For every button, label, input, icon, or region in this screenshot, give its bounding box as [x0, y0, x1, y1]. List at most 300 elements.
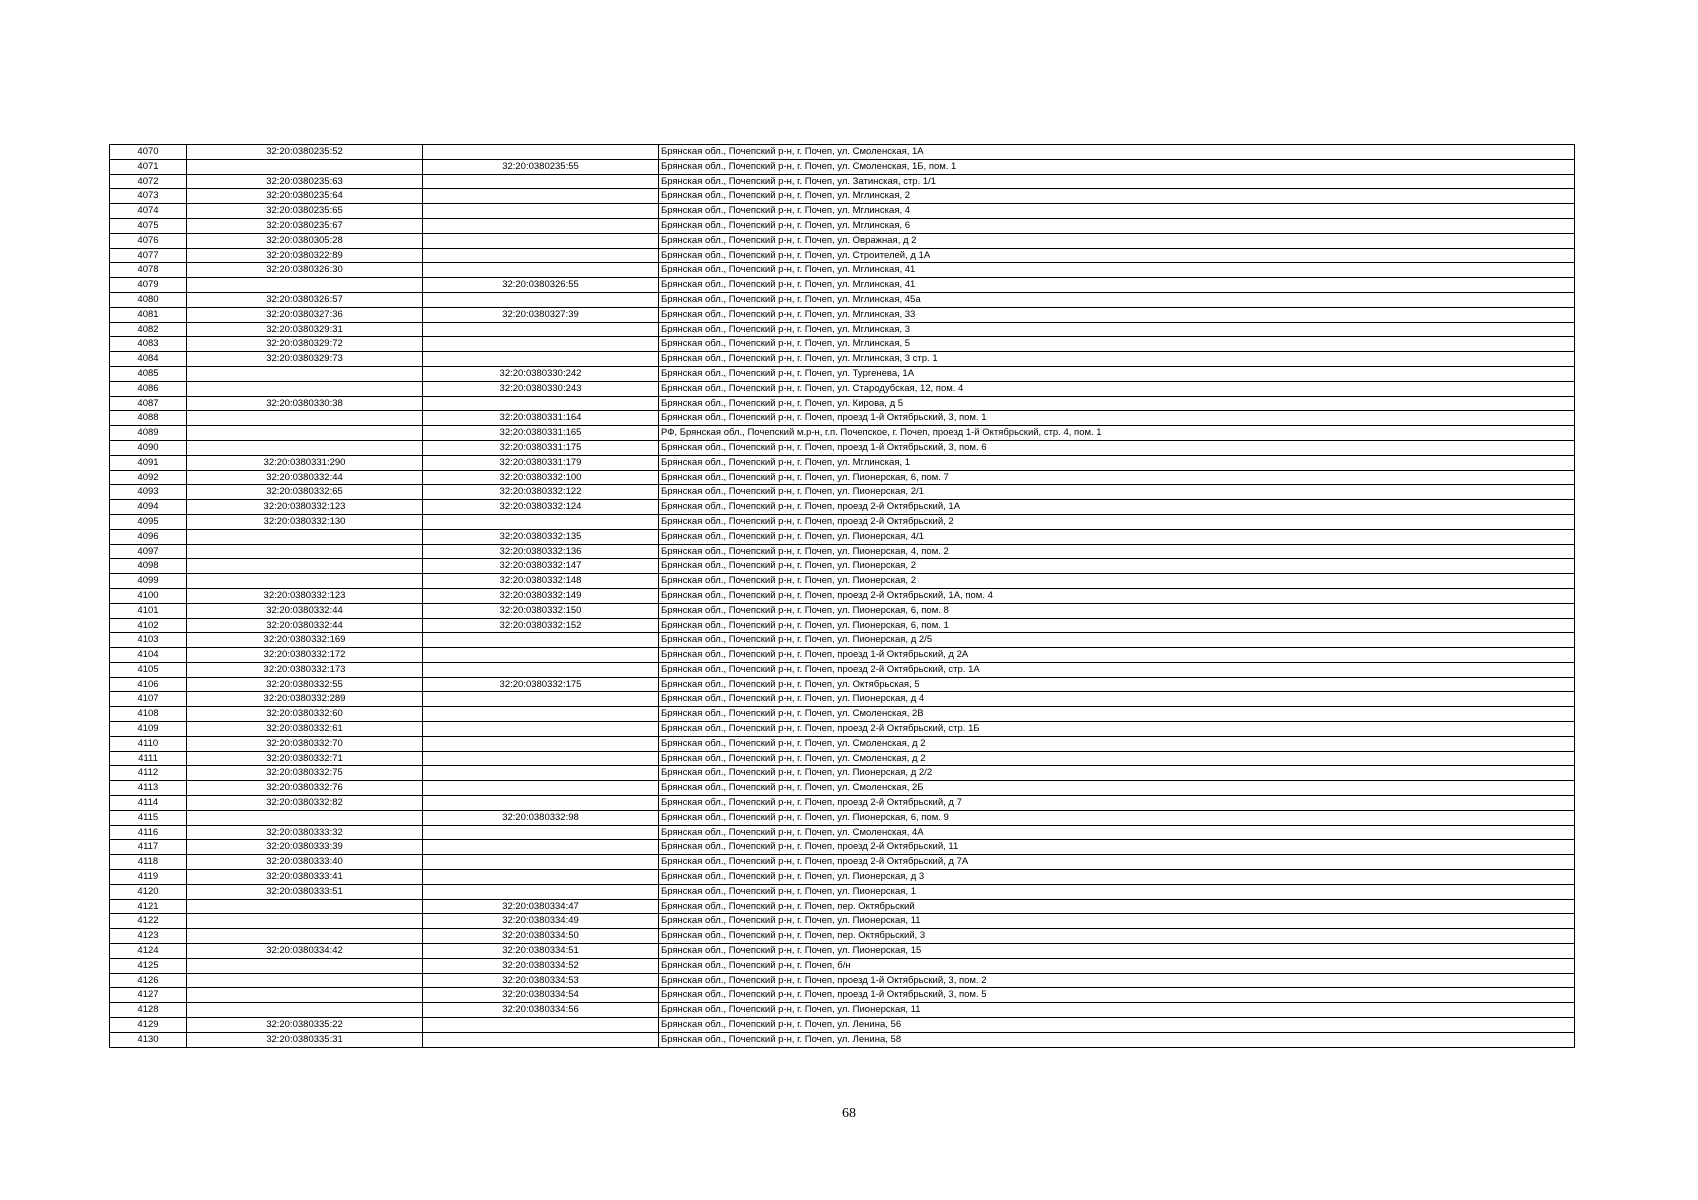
table-row: [110, 440, 1575, 455]
table-row: [110, 1003, 1575, 1018]
linked-cadastral-number-cell: [423, 352, 659, 367]
table-row: [110, 1032, 1575, 1047]
linked-cadastral-number-cell: [423, 840, 659, 855]
address-cell: Брянская обл., Почепский р-н, г. Почеп, ул. Смоленская, 2В: [659, 707, 1575, 722]
row-number-cell: 4086: [110, 381, 187, 396]
table-row: [110, 396, 1575, 411]
address-cell: Брянская обл., Почепский р-н, г. Почеп, ул. Овражная, д 2: [659, 233, 1575, 248]
row-number-cell: 4111: [110, 751, 187, 766]
row-number-cell: 4114: [110, 796, 187, 811]
linked-cadastral-number-cell: 32:20:0380327:39: [423, 307, 659, 322]
linked-cadastral-number-cell: 32:20:0380332:124: [423, 500, 659, 515]
row-number-cell: 4082: [110, 322, 187, 337]
table-row: [110, 233, 1575, 248]
row-number-cell: 4130: [110, 1032, 187, 1047]
row-number-cell: 4113: [110, 781, 187, 796]
table-row: [110, 870, 1575, 885]
table-row: [110, 337, 1575, 352]
address-cell: Брянская обл., Почепский р-н, г. Почеп, ул. Пионерская, 2/1: [659, 485, 1575, 500]
cadastral-number-cell: 32:20:0380235:63: [187, 174, 423, 189]
table-row: [110, 899, 1575, 914]
row-number-cell: 4128: [110, 1003, 187, 1018]
cadastral-number-cell: [187, 1003, 423, 1018]
linked-cadastral-number-cell: 32:20:0380331:164: [423, 411, 659, 426]
linked-cadastral-number-cell: 32:20:0380332:150: [423, 603, 659, 618]
address-cell: Брянская обл., Почепский р-н, г. Почеп, проезд 2-й Октябрьский, стр. 1А: [659, 662, 1575, 677]
row-number-cell: 4103: [110, 633, 187, 648]
address-cell: Брянская обл., Почепский р-н, г. Почеп, ул. Мглинская, 45а: [659, 292, 1575, 307]
table-row: [110, 810, 1575, 825]
table-row: [110, 455, 1575, 470]
table-row: [110, 292, 1575, 307]
table-row: [110, 263, 1575, 278]
cadastral-number-cell: [187, 411, 423, 426]
cadastral-number-cell: 32:20:0380332:82: [187, 796, 423, 811]
address-cell: Брянская обл., Почепский р-н, г. Почеп, проезд 2-й Октябрьский, д 7А: [659, 855, 1575, 870]
cadastral-number-cell: 32:20:0380335:31: [187, 1032, 423, 1047]
table-row: [110, 796, 1575, 811]
linked-cadastral-number-cell: [423, 1032, 659, 1047]
table-row: [110, 751, 1575, 766]
linked-cadastral-number-cell: 32:20:0380326:55: [423, 278, 659, 293]
table-row: [110, 278, 1575, 293]
address-cell: Брянская обл., Почепский р-н, г. Почеп, ул. Строителей, д 1А: [659, 248, 1575, 263]
cadastral-number-cell: [187, 278, 423, 293]
table-row: [110, 381, 1575, 396]
row-number-cell: 4110: [110, 736, 187, 751]
linked-cadastral-number-cell: [423, 248, 659, 263]
address-cell: Брянская обл., Почепский р-н, г. Почеп, ул. Пионерская, д 2/2: [659, 766, 1575, 781]
linked-cadastral-number-cell: 32:20:0380334:53: [423, 973, 659, 988]
cadastral-number-cell: [187, 426, 423, 441]
table-row: [110, 722, 1575, 737]
row-number-cell: 4117: [110, 840, 187, 855]
address-cell: Брянская обл., Почепский р-н, г. Почеп, ул. Затинская, стр. 1/1: [659, 174, 1575, 189]
cadastral-number-cell: 32:20:0380332:173: [187, 662, 423, 677]
address-cell: Брянская обл., Почепский р-н, г. Почеп, ул. Смоленская, 4А: [659, 825, 1575, 840]
row-number-cell: 4099: [110, 574, 187, 589]
table-row: [110, 973, 1575, 988]
cadastral-number-cell: [187, 988, 423, 1003]
cadastral-number-cell: 32:20:0380235:65: [187, 204, 423, 219]
table-row: [110, 944, 1575, 959]
row-number-cell: 4077: [110, 248, 187, 263]
table-row: [110, 248, 1575, 263]
address-cell: Брянская обл., Почепский р-н, г. Почеп, ул. Пионерская, 1: [659, 884, 1575, 899]
linked-cadastral-number-cell: 32:20:0380235:55: [423, 159, 659, 174]
address-cell: Брянская обл., Почепский р-н, г. Почеп, ул. Ленина, 58: [659, 1032, 1575, 1047]
row-number-cell: 4085: [110, 366, 187, 381]
row-number-cell: 4081: [110, 307, 187, 322]
linked-cadastral-number-cell: 32:20:0380332:148: [423, 574, 659, 589]
cadastral-number-cell: 32:20:0380330:38: [187, 396, 423, 411]
address-cell: Брянская обл., Почепский р-н, г. Почеп, проезд 1-й Октябрьский, 3, пом. 2: [659, 973, 1575, 988]
cadastral-number-cell: 32:20:0380235:52: [187, 145, 423, 160]
linked-cadastral-number-cell: 32:20:0380332:149: [423, 588, 659, 603]
linked-cadastral-number-cell: 32:20:0380331:175: [423, 440, 659, 455]
address-cell: Брянская обл., Почепский р-н, г. Почеп, ул. Смоленская, д 2: [659, 751, 1575, 766]
row-number-cell: 4088: [110, 411, 187, 426]
linked-cadastral-number-cell: 32:20:0380331:165: [423, 426, 659, 441]
table-row: [110, 884, 1575, 899]
cadastral-number-cell: 32:20:0380332:61: [187, 722, 423, 737]
cadastral-number-cell: 32:20:0380332:44: [187, 618, 423, 633]
row-number-cell: 4120: [110, 884, 187, 899]
table-row: [110, 559, 1575, 574]
linked-cadastral-number-cell: [423, 884, 659, 899]
table-row: [110, 618, 1575, 633]
row-number-cell: 4087: [110, 396, 187, 411]
cadastral-number-cell: 32:20:0380305:28: [187, 233, 423, 248]
row-number-cell: 4071: [110, 159, 187, 174]
row-number-cell: 4072: [110, 174, 187, 189]
linked-cadastral-number-cell: [423, 870, 659, 885]
linked-cadastral-number-cell: 32:20:0380330:243: [423, 381, 659, 396]
table-row: [110, 322, 1575, 337]
row-number-cell: 4107: [110, 692, 187, 707]
address-cell: Брянская обл., Почепский р-н, г. Почеп, ул. Пионерская, 2: [659, 574, 1575, 589]
row-number-cell: 4119: [110, 870, 187, 885]
row-number-cell: 4123: [110, 929, 187, 944]
linked-cadastral-number-cell: 32:20:0380332:135: [423, 529, 659, 544]
address-cell: Брянская обл., Почепский р-н, г. Почеп, ул. Мглинская, 33: [659, 307, 1575, 322]
cadastral-number-cell: [187, 810, 423, 825]
address-cell: Брянская обл., Почепский р-н, г. Почеп, ул. Пионерская, 2: [659, 559, 1575, 574]
table-row: [110, 648, 1575, 663]
table-row: [110, 159, 1575, 174]
linked-cadastral-number-cell: 32:20:0380334:49: [423, 914, 659, 929]
linked-cadastral-number-cell: [423, 218, 659, 233]
row-number-cell: 4116: [110, 825, 187, 840]
table-row: [110, 958, 1575, 973]
cadastral-number-cell: 32:20:0380333:40: [187, 855, 423, 870]
address-cell: Брянская обл., Почепский р-н, г. Почеп, ул. Пионерская, 11: [659, 1003, 1575, 1018]
cadastral-number-cell: 32:20:0380332:71: [187, 751, 423, 766]
address-cell: Брянская обл., Почепский р-н, г. Почеп, ул. Стародубская, 12, пом. 4: [659, 381, 1575, 396]
linked-cadastral-number-cell: 32:20:0380334:50: [423, 929, 659, 944]
address-cell: Брянская обл., Почепский р-н, г. Почеп, ул. Пионерская, 6, пом. 7: [659, 470, 1575, 485]
cadastral-number-cell: 32:20:0380329:72: [187, 337, 423, 352]
linked-cadastral-number-cell: [423, 648, 659, 663]
cadastral-number-cell: [187, 381, 423, 396]
linked-cadastral-number-cell: [423, 751, 659, 766]
linked-cadastral-number-cell: [423, 189, 659, 204]
row-number-cell: 4105: [110, 662, 187, 677]
row-number-cell: 4098: [110, 559, 187, 574]
cadastral-number-cell: [187, 958, 423, 973]
table-row: [110, 574, 1575, 589]
linked-cadastral-number-cell: [423, 263, 659, 278]
table-row: [110, 588, 1575, 603]
table-row: [110, 500, 1575, 515]
row-number-cell: 4102: [110, 618, 187, 633]
row-number-cell: 4095: [110, 514, 187, 529]
row-number-cell: 4097: [110, 544, 187, 559]
address-cell: Брянская обл., Почепский р-н, г. Почеп, ул. Пионерская, 4/1: [659, 529, 1575, 544]
linked-cadastral-number-cell: [423, 1018, 659, 1033]
row-number-cell: 4076: [110, 233, 187, 248]
registry-table-body: [110, 145, 1575, 1048]
cadastral-number-cell: 32:20:0380333:32: [187, 825, 423, 840]
table-row: [110, 855, 1575, 870]
address-cell: Брянская обл., Почепский р-н, г. Почеп, ул. Октябрьская, 5: [659, 677, 1575, 692]
address-cell: Брянская обл., Почепский р-н, г. Почеп, проезд 1-й Октябрьский, д 2А: [659, 648, 1575, 663]
linked-cadastral-number-cell: [423, 722, 659, 737]
address-cell: Брянская обл., Почепский р-н, г. Почеп, проезд 2-й Октябрьский, стр. 1Б: [659, 722, 1575, 737]
cadastral-number-cell: 32:20:0380332:289: [187, 692, 423, 707]
linked-cadastral-number-cell: 32:20:0380332:100: [423, 470, 659, 485]
cadastral-number-cell: [187, 973, 423, 988]
address-cell: РФ, Брянская обл., Почепский м.р-н, г.п. Почепское, г. Почеп, проезд 1-й Октябрьский, стр. 4, пом. 1: [659, 426, 1575, 441]
table-row: [110, 914, 1575, 929]
address-cell: Брянская обл., Почепский р-н, г. Почеп, ул. Пионерская, 11: [659, 914, 1575, 929]
linked-cadastral-number-cell: [423, 145, 659, 160]
table-row: [110, 189, 1575, 204]
cadastral-number-cell: 32:20:0380332:123: [187, 500, 423, 515]
row-number-cell: 4090: [110, 440, 187, 455]
table-row: [110, 514, 1575, 529]
cadastral-number-cell: 32:20:0380335:22: [187, 1018, 423, 1033]
row-number-cell: 4101: [110, 603, 187, 618]
address-cell: Брянская обл., Почепский р-н, г. Почеп, ул. Мглинская, 2: [659, 189, 1575, 204]
table-row: [110, 366, 1575, 381]
cadastral-number-cell: 32:20:0380334:42: [187, 944, 423, 959]
table-row: [110, 766, 1575, 781]
address-cell: Брянская обл., Почепский р-н, г. Почеп, проезд 2-й Октябрьский, 11: [659, 840, 1575, 855]
address-cell: Брянская обл., Почепский р-н, г. Почеп, ул. Смоленская, 1Б, пом. 1: [659, 159, 1575, 174]
cadastral-number-cell: 32:20:0380332:76: [187, 781, 423, 796]
row-number-cell: 4075: [110, 218, 187, 233]
linked-cadastral-number-cell: 32:20:0380334:52: [423, 958, 659, 973]
address-cell: Брянская обл., Почепский р-н, г. Почеп, ул. Пионерская, д 4: [659, 692, 1575, 707]
address-cell: Брянская обл., Почепский р-н, г. Почеп, ул. Смоленская, 1А: [659, 145, 1575, 160]
row-number-cell: 4115: [110, 810, 187, 825]
cadastral-number-cell: [187, 574, 423, 589]
linked-cadastral-number-cell: 32:20:0380330:242: [423, 366, 659, 381]
row-number-cell: 4089: [110, 426, 187, 441]
address-cell: Брянская обл., Почепский р-н, г. Почеп, проезд 2-й Октябрьский, 2: [659, 514, 1575, 529]
linked-cadastral-number-cell: [423, 766, 659, 781]
table-row: [110, 307, 1575, 322]
row-number-cell: 4109: [110, 722, 187, 737]
row-number-cell: 4083: [110, 337, 187, 352]
linked-cadastral-number-cell: 32:20:0380334:47: [423, 899, 659, 914]
cadastral-number-cell: 32:20:0380332:70: [187, 736, 423, 751]
cadastral-number-cell: 32:20:0380329:73: [187, 352, 423, 367]
cadastral-number-cell: 32:20:0380235:64: [187, 189, 423, 204]
table-row: [110, 603, 1575, 618]
row-number-cell: 4093: [110, 485, 187, 500]
table-row: [110, 1018, 1575, 1033]
address-cell: Брянская обл., Почепский р-н, г. Почеп, ул. Смоленская, 2Б: [659, 781, 1575, 796]
linked-cadastral-number-cell: [423, 396, 659, 411]
cadastral-number-cell: 32:20:0380333:41: [187, 870, 423, 885]
address-cell: Брянская обл., Почепский р-н, г. Почеп, ул. Мглинская, 41: [659, 278, 1575, 293]
linked-cadastral-number-cell: 32:20:0380331:179: [423, 455, 659, 470]
table-row: [110, 352, 1575, 367]
table-row: [110, 204, 1575, 219]
table-row: [110, 988, 1575, 1003]
linked-cadastral-number-cell: [423, 781, 659, 796]
cadastral-number-cell: 32:20:0380326:57: [187, 292, 423, 307]
cadastral-number-cell: 32:20:0380333:51: [187, 884, 423, 899]
linked-cadastral-number-cell: [423, 633, 659, 648]
row-number-cell: 4100: [110, 588, 187, 603]
row-number-cell: 4108: [110, 707, 187, 722]
cadastral-number-cell: [187, 440, 423, 455]
cadastral-number-cell: 32:20:0380332:169: [187, 633, 423, 648]
address-cell: Брянская обл., Почепский р-н, г. Почеп, проезд 2-й Октябрьский, д 7: [659, 796, 1575, 811]
row-number-cell: 4106: [110, 677, 187, 692]
cadastral-number-cell: 32:20:0380332:172: [187, 648, 423, 663]
address-cell: Брянская обл., Почепский р-н, г. Почеп, ул. Мглинская, 41: [659, 263, 1575, 278]
page-number: 68: [842, 1106, 856, 1121]
row-number-cell: 4124: [110, 944, 187, 959]
cadastral-number-cell: 32:20:0380332:60: [187, 707, 423, 722]
cadastral-number-cell: 32:20:0380332:44: [187, 603, 423, 618]
row-number-cell: 4127: [110, 988, 187, 1003]
address-cell: Брянская обл., Почепский р-н, г. Почеп, ул. Пионерская, д 2/5: [659, 633, 1575, 648]
address-cell: Брянская обл., Почепский р-н, г. Почеп, ул. Пионерская, 4, пом. 2: [659, 544, 1575, 559]
cadastral-number-cell: [187, 366, 423, 381]
table-row: [110, 426, 1575, 441]
linked-cadastral-number-cell: [423, 514, 659, 529]
row-number-cell: 4084: [110, 352, 187, 367]
table-row: [110, 633, 1575, 648]
linked-cadastral-number-cell: [423, 233, 659, 248]
address-cell: Брянская обл., Почепский р-н, г. Почеп, ул. Пионерская, 6, пом. 8: [659, 603, 1575, 618]
address-cell: Брянская обл., Почепский р-н, г. Почеп, ул. Мглинская, 4: [659, 204, 1575, 219]
row-number-cell: 4121: [110, 899, 187, 914]
cadastral-number-cell: [187, 929, 423, 944]
linked-cadastral-number-cell: [423, 736, 659, 751]
address-cell: Брянская обл., Почепский р-н, г. Почеп, проезд 2-й Октябрьский, 1А, пом. 4: [659, 588, 1575, 603]
row-number-cell: 4096: [110, 529, 187, 544]
cadastral-number-cell: 32:20:0380329:31: [187, 322, 423, 337]
linked-cadastral-number-cell: 32:20:0380332:152: [423, 618, 659, 633]
row-number-cell: 4074: [110, 204, 187, 219]
table-row: [110, 411, 1575, 426]
linked-cadastral-number-cell: [423, 292, 659, 307]
table-row: [110, 529, 1575, 544]
table-row: [110, 929, 1575, 944]
cadastral-number-cell: 32:20:0380332:65: [187, 485, 423, 500]
address-cell: Брянская обл., Почепский р-н, г. Почеп, ул. Мглинская, 3 стр. 1: [659, 352, 1575, 367]
cadastral-number-cell: 32:20:0380327:36: [187, 307, 423, 322]
cadastral-number-cell: 32:20:0380235:67: [187, 218, 423, 233]
linked-cadastral-number-cell: 32:20:0380332:136: [423, 544, 659, 559]
address-cell: Брянская обл., Почепский р-н, г. Почеп, ул. Мглинская, 6: [659, 218, 1575, 233]
cadastral-number-cell: [187, 544, 423, 559]
table-row: [110, 145, 1575, 160]
table-row: [110, 470, 1575, 485]
cadastral-number-cell: 32:20:0380332:75: [187, 766, 423, 781]
address-cell: Брянская обл., Почепский р-н, г. Почеп, проезд 2-й Октябрьский, 1А: [659, 500, 1575, 515]
address-cell: Брянская обл., Почепский р-н, г. Почеп, проезд 1-й Октябрьский, 3, пом. 1: [659, 411, 1575, 426]
address-cell: Брянская обл., Почепский р-н, г. Почеп, проезд 1-й Октябрьский, 3, пом. 6: [659, 440, 1575, 455]
cadastral-number-cell: 32:20:0380332:130: [187, 514, 423, 529]
row-number-cell: 4079: [110, 278, 187, 293]
address-cell: Брянская обл., Почепский р-н, г. Почеп, пер. Октябрьский, 3: [659, 929, 1575, 944]
linked-cadastral-number-cell: [423, 707, 659, 722]
cadastral-number-cell: 32:20:0380332:44: [187, 470, 423, 485]
linked-cadastral-number-cell: [423, 322, 659, 337]
table-row: [110, 174, 1575, 189]
linked-cadastral-number-cell: 32:20:0380332:147: [423, 559, 659, 574]
linked-cadastral-number-cell: 32:20:0380334:56: [423, 1003, 659, 1018]
table-row: [110, 218, 1575, 233]
linked-cadastral-number-cell: [423, 692, 659, 707]
address-cell: Брянская обл., Почепский р-н, г. Почеп, ул. Мглинская, 5: [659, 337, 1575, 352]
cadastral-number-cell: [187, 899, 423, 914]
address-cell: Брянская обл., Почепский р-н, г. Почеп, ул. Мглинская, 1: [659, 455, 1575, 470]
cadastral-number-cell: 32:20:0380332:123: [187, 588, 423, 603]
row-number-cell: 4122: [110, 914, 187, 929]
linked-cadastral-number-cell: [423, 796, 659, 811]
row-number-cell: 4118: [110, 855, 187, 870]
row-number-cell: 4091: [110, 455, 187, 470]
address-cell: Брянская обл., Почепский р-н, г. Почеп, ул. Пионерская, 6, пом. 9: [659, 810, 1575, 825]
row-number-cell: 4078: [110, 263, 187, 278]
row-number-cell: 4104: [110, 648, 187, 663]
linked-cadastral-number-cell: [423, 174, 659, 189]
row-number-cell: 4073: [110, 189, 187, 204]
cadastral-number-cell: 32:20:0380326:30: [187, 263, 423, 278]
table-row: [110, 736, 1575, 751]
cadastral-number-cell: [187, 159, 423, 174]
table-row: [110, 544, 1575, 559]
address-cell: Брянская обл., Почепский р-н, г. Почеп, ул. Пионерская, 6, пом. 1: [659, 618, 1575, 633]
table-row: [110, 485, 1575, 500]
row-number-cell: 4094: [110, 500, 187, 515]
address-cell: Брянская обл., Почепский р-н, г. Почеп, ул. Пионерская, 15: [659, 944, 1575, 959]
address-cell: Брянская обл., Почепский р-н, г. Почеп, ул. Мглинская, 3: [659, 322, 1575, 337]
table-row: [110, 692, 1575, 707]
address-cell: Брянская обл., Почепский р-н, г. Почеп, пер. Октябрьский: [659, 899, 1575, 914]
linked-cadastral-number-cell: 32:20:0380332:175: [423, 677, 659, 692]
linked-cadastral-number-cell: [423, 662, 659, 677]
address-cell: Брянская обл., Почепский р-н, г. Почеп, ул. Кирова, д 5: [659, 396, 1575, 411]
row-number-cell: 4092: [110, 470, 187, 485]
cadastral-number-cell: 32:20:0380333:39: [187, 840, 423, 855]
linked-cadastral-number-cell: [423, 855, 659, 870]
table-row: [110, 825, 1575, 840]
linked-cadastral-number-cell: [423, 337, 659, 352]
cadastral-number-cell: 32:20:0380322:89: [187, 248, 423, 263]
linked-cadastral-number-cell: 32:20:0380334:51: [423, 944, 659, 959]
address-cell: Брянская обл., Почепский р-н, г. Почеп, ул. Пионерская, д 3: [659, 870, 1575, 885]
address-cell: Брянская обл., Почепский р-н, г. Почеп, б/н: [659, 958, 1575, 973]
registry-table: [109, 144, 1575, 1048]
table-row: [110, 662, 1575, 677]
address-cell: Брянская обл., Почепский р-н, г. Почеп, проезд 1-й Октябрьский, 3, пом. 5: [659, 988, 1575, 1003]
linked-cadastral-number-cell: 32:20:0380334:54: [423, 988, 659, 1003]
address-cell: Брянская обл., Почепский р-н, г. Почеп, ул. Тургенева, 1А: [659, 366, 1575, 381]
row-number-cell: 4112: [110, 766, 187, 781]
cadastral-number-cell: [187, 914, 423, 929]
linked-cadastral-number-cell: 32:20:0380332:98: [423, 810, 659, 825]
linked-cadastral-number-cell: [423, 825, 659, 840]
cadastral-number-cell: 32:20:0380332:55: [187, 677, 423, 692]
table-row: [110, 840, 1575, 855]
row-number-cell: 4126: [110, 973, 187, 988]
cadastral-number-cell: [187, 559, 423, 574]
address-cell: Брянская обл., Почепский р-н, г. Почеп, ул. Смоленская, д 2: [659, 736, 1575, 751]
table-row: [110, 781, 1575, 796]
cadastral-number-cell: 32:20:0380331:290: [187, 455, 423, 470]
linked-cadastral-number-cell: 32:20:0380332:122: [423, 485, 659, 500]
row-number-cell: 4080: [110, 292, 187, 307]
